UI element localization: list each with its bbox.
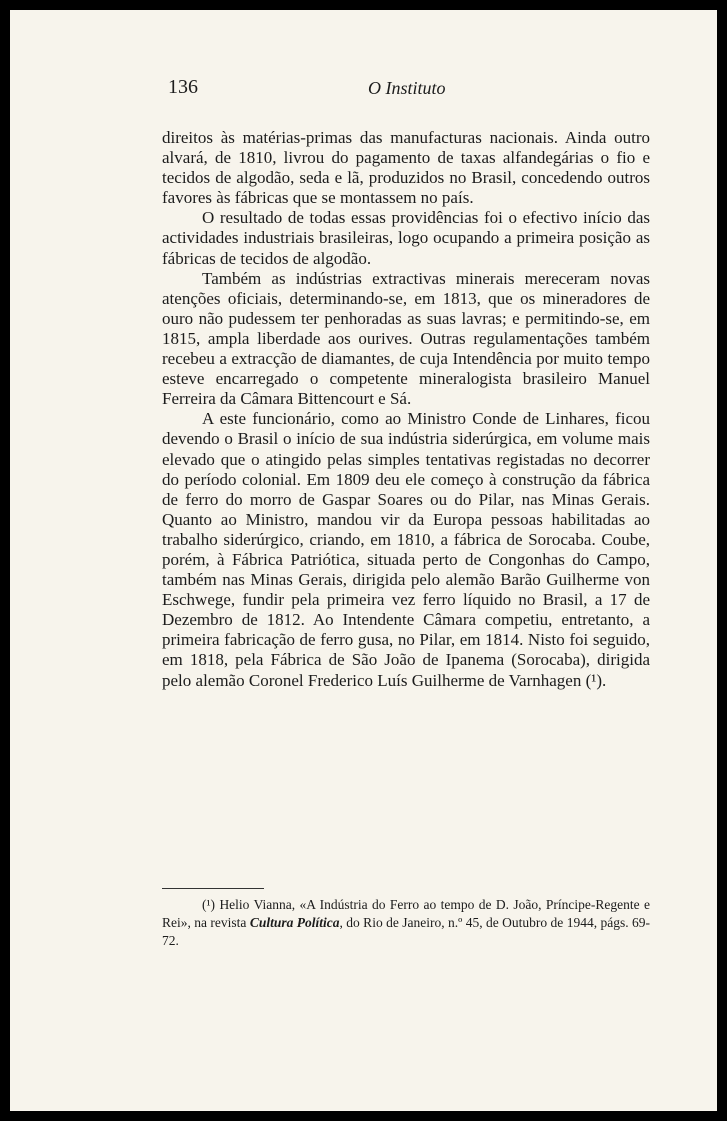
- paragraph-1: direitos às matérias-primas das manufacturas nacionais. Ainda outro alvará, de 1810, livrou do pagamento de taxas alfandegárias o fio e tecidos de algodão, seda e lã, produzidos no Brasil, concedendo outros favores às fábricas que se montassem no país.: [162, 128, 650, 208]
- page-number: 136: [168, 76, 198, 98]
- scanned-page-frame: [10, 10, 717, 1111]
- paragraph-3: Também as indústrias extractivas minerais mereceram novas atenções oficiais, determinando-se, em 1813, que os mineradores de ouro não pudessem ter penhoradas as suas lavras; e permitindo-se, em 1815, ampla liberdade aos ourives. Outras regulamentações também recebeu a extracção de diamantes, de cuja Intendência por muito tempo esteve encarregado o competente mineralogista brasileiro Manuel Ferreira da Câmara Bittencourt e Sá.: [162, 268, 650, 409]
- footnote-text-after: , do Rio de Janeiro, n.º 45, de Outubro de 1944, págs. 69-72.: [162, 915, 650, 948]
- page-header: [162, 76, 650, 102]
- paragraph-2: O resultado de todas essas providências foi o efectivo início das actividades industriais brasileiras, logo ocupando a primeira posição as fábricas de tecidos de algodão.: [162, 208, 650, 268]
- body-text: [162, 128, 650, 691]
- footnote: [162, 896, 650, 950]
- footnote-text-before: Helio Vianna, «A Indústria do Ferro ao tempo de D. João, Príncipe-Regente e Rei», na revista: [162, 897, 650, 930]
- footnote-journal-title: Cultura Política: [249, 915, 340, 930]
- footnote-divider: [162, 888, 264, 889]
- running-title: O Instituto: [368, 78, 446, 98]
- footnote-marker: (¹): [202, 897, 216, 912]
- paragraph-4: A este funcionário, como ao Ministro Conde de Linhares, ficou devendo o Brasil o início de sua indústria siderúrgica, em volume mais elevado que o atingido pelas simples tentativas registadas no decorrer do período colonial. Em 1809 deu ele começo à construção da fábrica de ferro do morro de Gaspar Soares ou do Pilar, nas Minas Gerais. Quanto ao Ministro, mandou vir da Europa pessoas habilitadas ao trabalho siderúrgico, criando, em 1810, a fábrica de Sorocaba. Coube, porém, à Fábrica Patriótica, situada perto de Congonhas do Campo, também nas Minas Gerais, dirigida pelo alemão Barão Guilherme von Eschwege, fundir pela primeira vez ferro líquido no Brasil, a 17 de Dezembro de 1812. Ao Intendente Câmara competiu, entretanto, a primeira fabricação de ferro gusa, no Pilar, em 1814. Nisto foi seguido, em 1818, pela Fábrica de São João de Ipanema (Sorocaba), dirigida pelo alemão Coronel Frederico Luís Guilherme de Varnhagen (¹).: [162, 409, 650, 690]
